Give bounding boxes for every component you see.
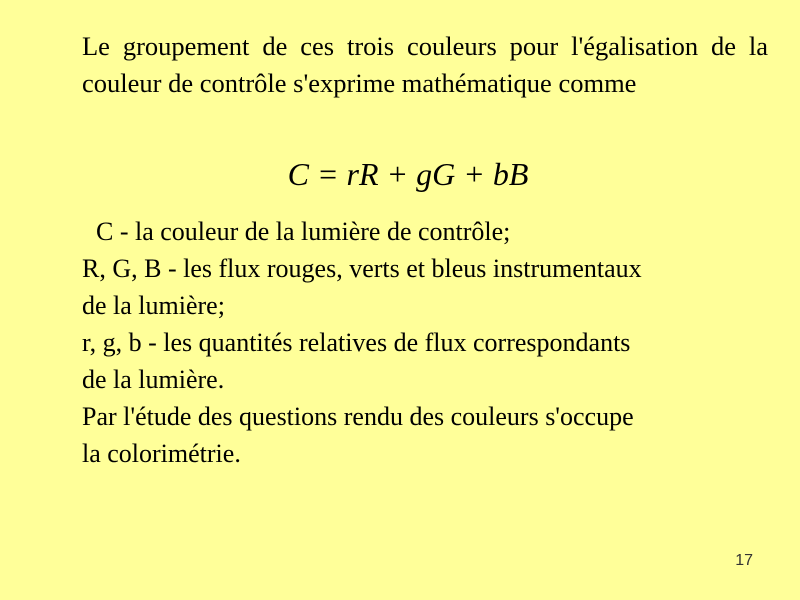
- definition-line: de la lumière;: [82, 291, 225, 320]
- color-equation: C = rR + gG + bB: [287, 156, 529, 192]
- page-number: 17: [735, 552, 753, 569]
- intro-paragraph: Le groupement de ces trois couleurs pour l'égalisation de la couleur de contrôle s'exprime mathématique comme: [82, 31, 768, 98]
- definitions-list: [82, 213, 782, 472]
- definition-line: r, g, b - les quantités relatives de flux correspondants: [82, 328, 631, 357]
- definition-line: de la lumière.: [82, 365, 225, 394]
- definition-line: Par l'étude des questions rendu des couleurs s'occupe: [82, 402, 634, 431]
- definition-line: la colorimétrie.: [82, 439, 241, 468]
- definition-line: C - la couleur de la lumière de contrôle;: [96, 217, 511, 246]
- definition-line: R, G, B - les flux rouges, verts et bleus instrumentaux: [82, 254, 642, 283]
